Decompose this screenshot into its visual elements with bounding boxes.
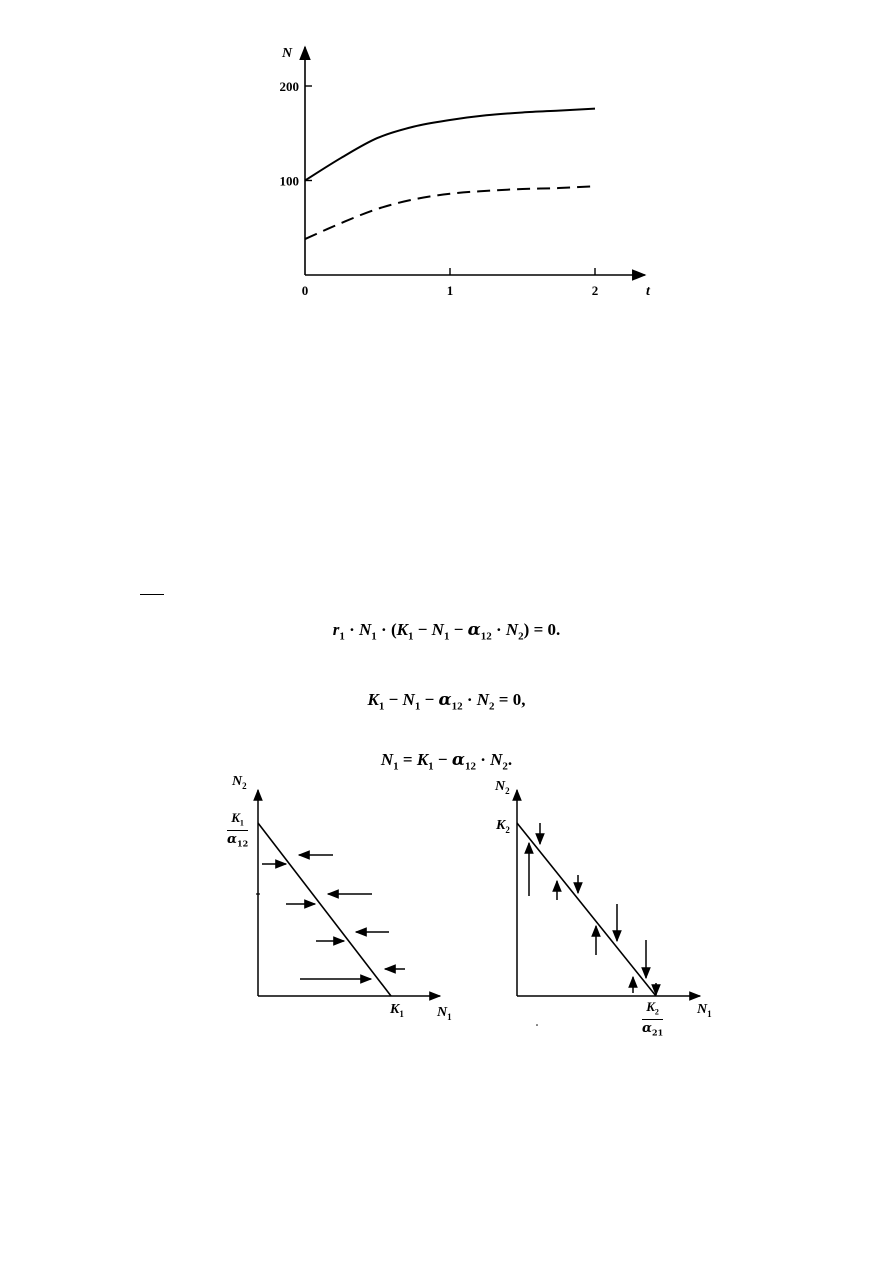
footnote-rule	[140, 594, 164, 595]
left-x-axis-label: $N_1$	[437, 1005, 452, 1022]
y-tick-label: 100	[279, 173, 299, 189]
right-x-intercept-label: $\frac{K_2}{\alpha_{21}}$	[642, 999, 664, 1038]
x-axis-label: t	[646, 284, 650, 299]
chart-series	[305, 109, 595, 239]
right-y-intercept-label: $K_2$	[496, 818, 510, 835]
left-y-axis-label: $N_2$	[232, 774, 247, 791]
x-tick-label: 2	[591, 283, 599, 298]
solid-series-line	[305, 109, 595, 181]
y-tick-label: 200	[279, 79, 299, 94]
chart-labels	[280, 46, 652, 299]
chart-axes	[305, 47, 645, 275]
left-isocline	[258, 823, 391, 996]
x-tick-label: 0	[301, 283, 309, 298]
left-x-intercept-label: $K_1$	[390, 1002, 404, 1019]
right-y-axis-label: $N_2$	[495, 779, 510, 796]
equation-3: $N_1 = K_1 - \alpha_{12} \cdot N_2$.	[380, 750, 513, 773]
equation-1: $r_1 \cdot N_1 \cdot (K_1 - N_1 - \alpha_{12} \cdot N_2) = 0$.	[332, 620, 561, 643]
population-time-chart	[0, 0, 893, 310]
equation-2: $K_1 - N_1 - \alpha_{12} \cdot N_2 = 0$,	[367, 690, 526, 713]
y-axis-label: N	[281, 46, 293, 61]
right-x-axis-label: $N_1$	[697, 1002, 712, 1019]
dashed-series-line	[305, 186, 595, 239]
speck	[536, 1024, 538, 1026]
chart-ticks	[305, 86, 595, 275]
left-y-intercept-label: $\frac{K_1}{\alpha_{12}}$	[227, 810, 249, 849]
x-tick-label: 1	[446, 283, 454, 298]
right-isocline	[517, 823, 656, 996]
